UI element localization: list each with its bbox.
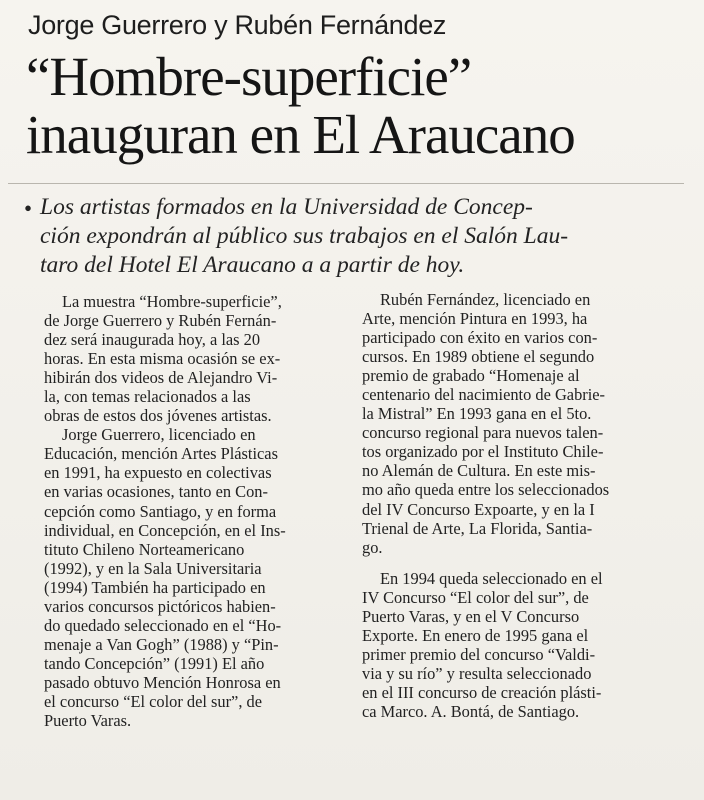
body-line: en varias ocasiones, tanto en Con- xyxy=(44,482,268,502)
body-line: en el III concurso de creación plásti- xyxy=(362,682,602,702)
body-line: no Alemán de Cultura. En este mis- xyxy=(362,461,596,481)
body-line: centenario del nacimiento de Gabrie- xyxy=(362,385,606,405)
body-line: varios concursos pictóricos habien- xyxy=(44,596,276,616)
body-line: cursos. En 1989 obtiene el segundo xyxy=(362,347,595,367)
deck-line: ción expondrán al público sus trabajos en el Salón Lau- xyxy=(40,223,569,249)
body-line: (1992), y en la Sala Universitaria xyxy=(44,558,262,578)
body-line: Educación, mención Artes Plásticas xyxy=(44,444,278,464)
body-line: participado con éxito en varios con- xyxy=(362,328,598,348)
body-line: do quedado seleccionado en el “Ho- xyxy=(44,615,282,635)
headline-line: “Hombre-superficie” xyxy=(26,46,472,107)
body-line: (1994) También ha participado en xyxy=(44,577,266,597)
body-line: go. xyxy=(362,537,383,557)
body-line: mo año queda entre los seleccionados xyxy=(362,480,610,500)
body-line: primer premio del concurso “Valdi- xyxy=(362,644,596,664)
body-line: tituto Chileno Norteamericano xyxy=(44,539,245,559)
body-line: concurso regional para nuevos talen- xyxy=(362,423,604,443)
article-deck xyxy=(40,193,670,280)
body-line: via y su río” y resulta seleccionado xyxy=(362,663,592,683)
body-line: Exporte. En enero de 1995 gana el xyxy=(362,625,589,645)
article-column-left xyxy=(44,292,344,730)
body-line: el concurso “El color del sur”, de xyxy=(44,691,263,711)
body-line: Arte, mención Pintura en 1993, ha xyxy=(362,309,588,329)
deck-line: Los artistas formados en la Universidad de Concep- xyxy=(40,194,533,220)
article-kicker: Jorge Guerrero y Rubén Fernández xyxy=(28,10,447,40)
body-line: la, con temas relacionados a las xyxy=(44,387,251,407)
headline-line: inauguran en El Araucano xyxy=(26,104,575,165)
body-line: pasado obtuvo Mención Honrosa en xyxy=(44,672,281,692)
body-line: dez será inaugurada hoy, a las 20 xyxy=(44,330,261,350)
body-line: ca Marco. A. Bontá, de Santiago. xyxy=(362,701,580,721)
body-line: Puerto Varas. xyxy=(44,711,132,731)
body-line: En 1994 queda seleccionado en el xyxy=(380,568,603,588)
deck-line: taro del Hotel El Araucano a a partir de hoy. xyxy=(40,252,465,278)
body-line: premio de grabado “Homenaje al xyxy=(362,366,580,386)
article-headline xyxy=(26,48,686,164)
body-line: Trienal de Arte, La Florida, Santia- xyxy=(362,518,593,538)
body-line: la Mistral” En 1993 gana en el 5to. xyxy=(362,404,592,424)
body-line: cepción como Santiago, y en forma xyxy=(44,501,277,521)
body-line: del IV Concurso Expoarte, y en la I xyxy=(362,499,595,519)
body-line: en 1991, ha expuesto en colectivas xyxy=(44,463,272,483)
body-line: Jorge Guerrero, licenciado en xyxy=(62,425,256,445)
body-line: La muestra “Hombre-superficie”, xyxy=(62,292,282,311)
body-line: individual, en Concepción, en el Ins- xyxy=(44,520,286,540)
divider xyxy=(8,183,684,184)
body-line: Rubén Fernández, licenciado en xyxy=(380,290,591,309)
body-line: de Jorge Guerrero y Rubén Fernán- xyxy=(44,311,277,331)
deck-bullet: • xyxy=(24,196,33,221)
article-column-right xyxy=(362,290,668,721)
body-line: obras de estos dos jóvenes artistas. xyxy=(44,406,272,426)
body-line: tando Concepción” (1991) El año xyxy=(44,653,265,673)
body-line: menaje a Van Gogh” (1988) y “Pin- xyxy=(44,634,279,654)
body-line: horas. En esta misma ocasión se ex- xyxy=(44,349,281,369)
body-line: tos organizado por el Instituto Chile- xyxy=(362,442,604,462)
paragraph-gap xyxy=(362,557,668,569)
body-line: Puerto Varas, y en el V Concurso xyxy=(362,606,580,626)
body-line: hibirán dos videos de Alejandro Vi- xyxy=(44,368,278,388)
body-line: IV Concurso “El color del sur”, de xyxy=(362,587,589,607)
